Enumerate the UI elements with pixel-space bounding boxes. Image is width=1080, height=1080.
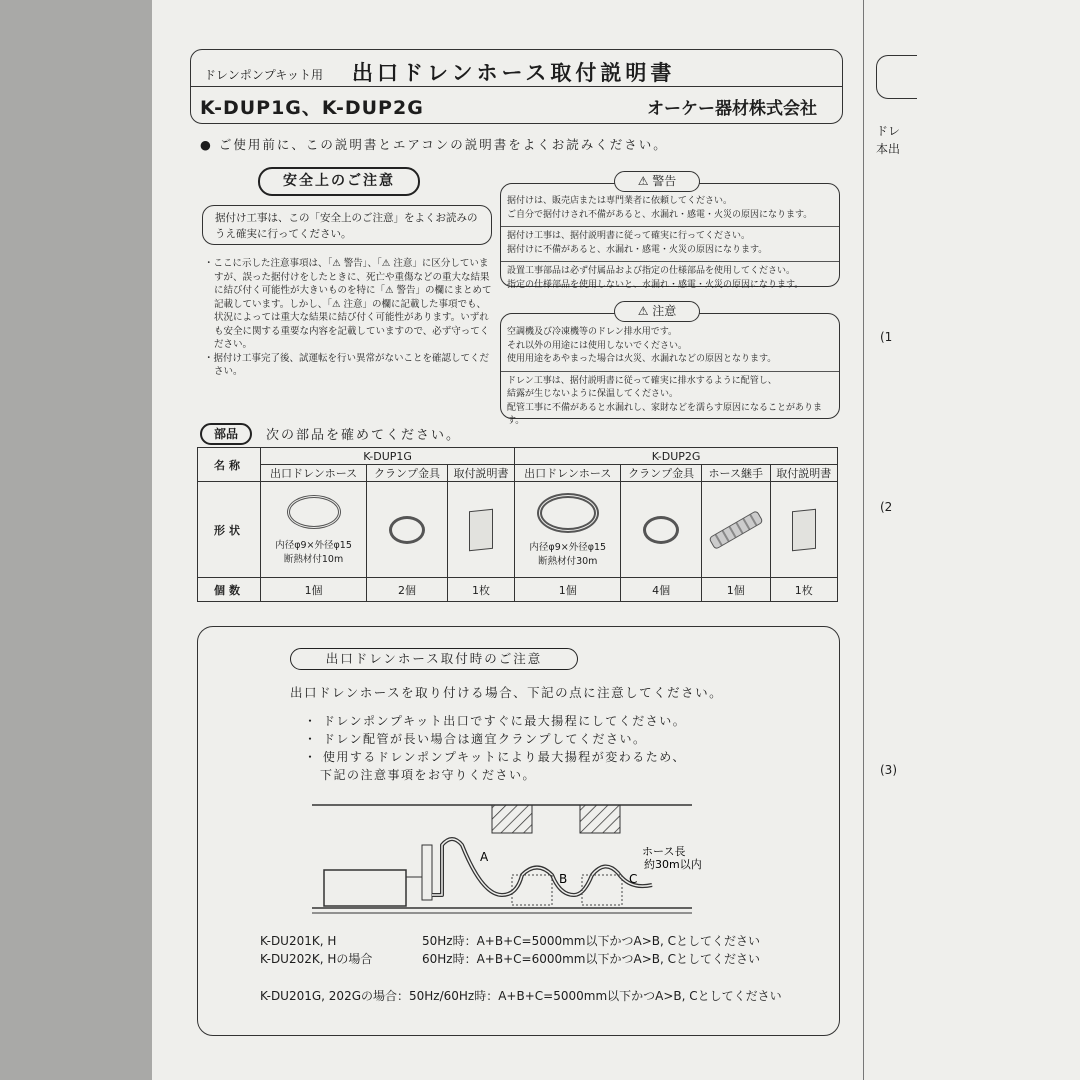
warning-heading: ⚠ 警告	[614, 171, 700, 192]
hose-note-bullet: ・ ドレンポンプキット出口ですぐに最大揚程にしてください。	[304, 714, 687, 728]
group-kdup2g: K-DUP2G	[515, 448, 838, 465]
hose-note-bullet: ・ 使用するドレンポンプキットにより最大揚程が変わるため、	[304, 750, 686, 764]
label-a: A	[480, 850, 489, 864]
hose-notes-lead: 出口ドレンホースを取り付ける場合、下記の点に注意してください。	[290, 685, 724, 700]
warning-item: 据付けは、販売店または専門業者に依頼してください。 ご自分で据付けされ不備があると、水漏れ・感電・火災の原因になります。	[507, 196, 813, 220]
header-name: 名称	[198, 448, 261, 482]
warning-item: 据付け工事は、据付説明書に従って確実に行ってください。 据付けに不備があると、水漏れ・感電・火災の原因になります。	[507, 231, 768, 255]
part-name: 出口ドレンホース	[261, 465, 367, 482]
part-count: 1枚	[770, 578, 837, 602]
caution-item: 空調機及び冷凍機等のドレン排水用です。 それ以外の用途には使用しないでください。 使用用途をあやまった場合は火災、水漏れなどの原因となります。	[507, 327, 777, 364]
shape-hose-30m: 内径φ9×外径φ15 断熱材付30m	[515, 482, 621, 578]
page-title: 出口ドレンホース取付説明書	[352, 61, 676, 85]
hose-notes-bullets: ・ ドレンポンプキット出口ですぐに最大揚程にしてください。 ・ ドレン配管が長い場合は適宜クランプしてください。 ・ 使用するドレンポンプキットにより最大揚程が変わるため、 下記の注意事項をお守りください。	[304, 714, 687, 782]
hose-length-label: ホース長	[642, 845, 686, 858]
shape-clamp	[367, 482, 448, 578]
group-kdup1g: K-DUP1G	[261, 448, 515, 465]
hose-note-bullet: ・ ドレン配管が長い場合は適宜クランプしてください。	[304, 732, 647, 746]
header-count: 個数	[198, 578, 261, 602]
right-title-box	[876, 55, 917, 99]
label-c: C	[629, 872, 638, 886]
hose-fitting-icon	[708, 509, 763, 549]
safety-bullets	[204, 257, 494, 379]
caution-items	[507, 326, 833, 429]
right-text-1: ドレ	[876, 124, 901, 138]
condition-row: K-DU201K, H 50Hz時：A+B+C=5000mm以下かつA>B, Cとしてください	[260, 934, 760, 948]
warning-items	[507, 195, 833, 292]
hose-coil-icon	[537, 493, 599, 533]
ceiling	[312, 805, 692, 833]
caution-item: ドレン工事は、据付説明書に従って確実に排水するように配管し、 結露が生じないように保温してください。 配管工事に不備があると水漏れし、家財などを濡らす原因になることがあります。	[507, 375, 823, 426]
part-count: 1枚	[447, 578, 514, 602]
part-count: 1個	[701, 578, 770, 602]
hose-coil-icon	[287, 495, 341, 529]
part-name: ホース継手	[701, 465, 770, 482]
part-name: 取付説明書	[447, 465, 514, 482]
part-name: クランプ金具	[367, 465, 448, 482]
manual-icon	[792, 508, 816, 551]
safety-lead: 据付け工事は、この「安全上のご注意」をよくお読みのうえ確実に行ってください。	[215, 212, 478, 240]
parts-instruction: 次の部品を確めてください。	[266, 428, 462, 443]
clamp-icon	[389, 516, 425, 544]
kit-label: ドレンポンプキット用	[204, 68, 323, 82]
part-count: 4個	[621, 578, 702, 602]
shape-hose-10m: 内径φ9×外径φ15 断熱材付10m	[261, 482, 367, 578]
safety-lead-box	[202, 205, 492, 245]
hose-routing-diagram	[312, 795, 702, 925]
model-numbers: K-DUP1G、K-DUP2G	[200, 97, 424, 119]
part-name: 出口ドレンホース	[515, 465, 621, 482]
company-name: オーケー器材株式会社	[647, 99, 817, 119]
part-count: 1個	[515, 578, 621, 602]
shape-manual	[447, 482, 514, 578]
drain-hose	[432, 839, 652, 895]
instruction-sheet	[152, 0, 1080, 1080]
header-shape: 形状	[198, 482, 261, 578]
safety-bullet: ・ここに示した注意事項は、「⚠ 警告」、「⚠ 注意」に区分していますが、誤った据付けをしたときに、死亡や重傷などの重大な結果に結び付く可能性が大きいものを特に「⚠ 警告」の欄にまとめて記載しています。しかし、「⚠ 注意」の欄に記載した事項でも、状況によっては重大な結果に結び付く可能性があります。いずれも安全に関する重要な内容を記載していますので、必ず守ってください。	[204, 258, 492, 350]
part-count: 2個	[367, 578, 448, 602]
part-name: 取付説明書	[770, 465, 837, 482]
label-b: B	[559, 872, 568, 886]
page-fold	[863, 0, 864, 1080]
caution-heading: ⚠ 注意	[614, 301, 700, 322]
right-text-2: 本出	[876, 142, 901, 156]
manual-icon	[469, 508, 493, 551]
right-mark-2: (2	[880, 500, 893, 514]
safety-bullet: ・据付け工事完了後、試運転を行い異常がないことを確認してください。	[204, 352, 490, 377]
part-count: 1個	[261, 578, 367, 602]
hose-length-value: 約30m以内	[644, 858, 702, 871]
intro-note: ● ご使用前に、この説明書とエアコンの説明書をよくお読みください。	[200, 137, 668, 152]
model-conditions	[260, 932, 760, 968]
parts-table	[197, 447, 838, 602]
parts-label: 部品	[200, 423, 252, 445]
right-mark-3: (3)	[880, 763, 897, 777]
warning-item: 設置工事部品は必ず付属品および指定の仕様部品を使用してください。 指定の仕様部品を使用しないと、水漏れ・感電・火災の原因になります。	[507, 266, 804, 290]
condition-row: K-DU202K, Hの場合 60Hz時：A+B+C=6000mm以下かつA>B, Cとしてください	[260, 952, 760, 966]
shape-fitting	[701, 482, 770, 578]
right-mark-1: (1	[880, 330, 893, 344]
shape-manual	[770, 482, 837, 578]
g-model-condition: K-DU201G, 202Gの場合：50Hz/60Hz時：A+B+C=5000mm以下かつA>B, Cとしてください	[260, 989, 782, 1003]
hose-notes-heading: 出口ドレンホース取付時のご注意	[290, 648, 578, 670]
part-name: クランプ金具	[621, 465, 702, 482]
safety-heading: 安全上のご注意	[258, 167, 420, 196]
shape-clamp	[621, 482, 702, 578]
clamp-icon	[643, 516, 679, 544]
